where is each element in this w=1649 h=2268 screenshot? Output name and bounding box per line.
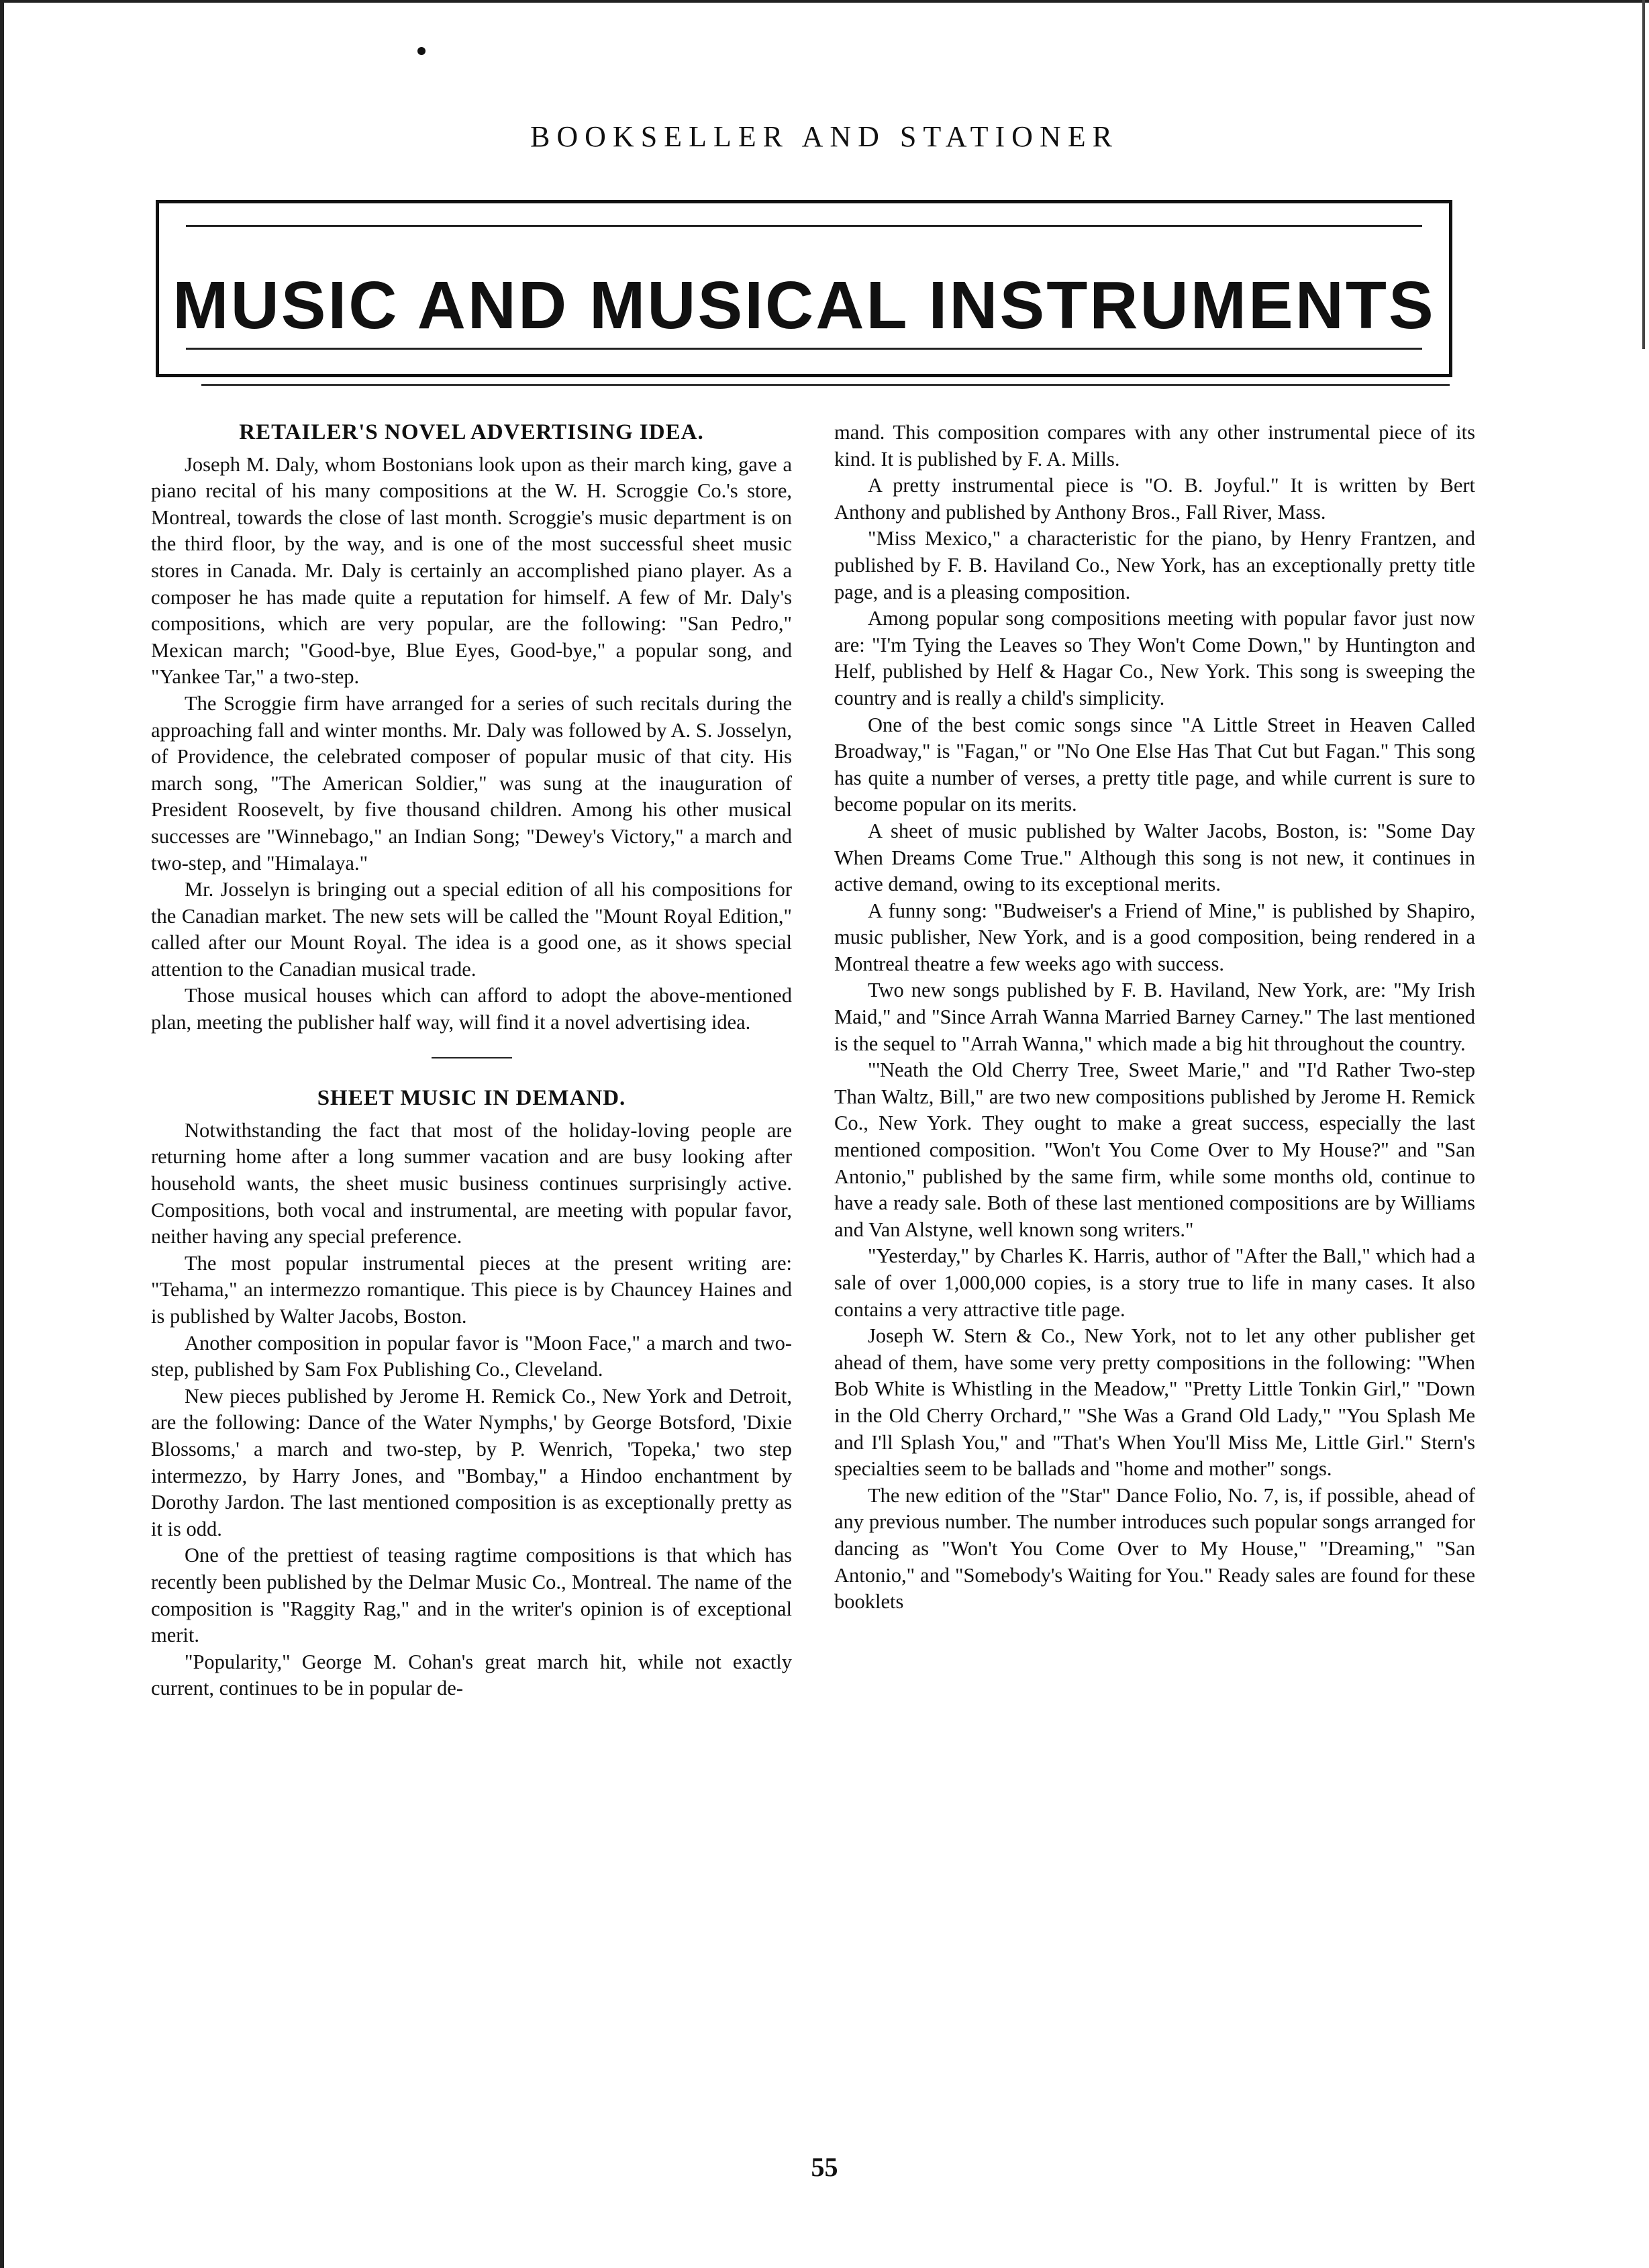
article-paragraph: Joseph M. Daly, whom Bostonians look upon as their march king, gave a piano recital of his many compositions at the W. H. Scroggie Co.'s store, Montreal, towards the close of last month. Scroggie's music department is on the third floor, by the way, and is one of the most successful sheet music stores in Canada. Mr. Daly is certainly an accomplished piano player. As a composer he has made quite a reputation for himself. A few of Mr. Daly's compositions, which are very popular, are the following: "San Pedro," Mexican march; "Good-bye, Blue Eyes, Good-bye," a popular song, and "Yankee Tar," a two-step. — [151, 452, 792, 689]
right-column — [834, 420, 1475, 1616]
page-number: 55 — [811, 2152, 838, 2182]
article-paragraph: A funny song: "Budweiser's a Friend of Mine," is published by Shapiro, music publisher, New York, and is a good composition, being rendered in a Montreal theatre a few weeks ago with success. — [834, 899, 1475, 975]
article-paragraph: "'Neath the Old Cherry Tree, Sweet Marie," and "I'd Rather Two-step Than Waltz, Bill," are two new compositions published by Jerome H. Remick Co., New York. They ought to make a great success, especially the last mentioned composition. "Won't You Come Over to My House?" and "San Antonio," published by the same firm, while some months old, continue to have a ready sale. Both of these last mentioned compositions are by Williams and Van Alstyne, well known song writers." — [834, 1058, 1475, 1241]
article-paragraph: Another composition in popular favor is "Moon Face," a march and two-step, published by Sam Fox Publishing Co., Cleveland. — [151, 1331, 792, 1381]
article-paragraph: A pretty instrumental piece is "O. B. Joyful." It is written by Bert Anthony and published by Anthony Bros., Fall River, Mass. — [834, 474, 1475, 524]
article-paragraph: A sheet of music published by Walter Jacobs, Boston, is: "Some Day When Dreams Come True." Although this song is not new, it continues in active demand, owing to its exceptional merits. — [834, 819, 1475, 896]
article-paragraph: "Miss Mexico," a characteristic for the piano, by Henry Frantzen, and published by F. B. Haviland Co., New York, has an exceptionally pretty title page, and is a pleasing composition. — [834, 527, 1475, 603]
scan-edge-top — [0, 0, 1649, 3]
article-paragraph: Joseph W. Stern & Co., New York, not to let any other publisher get ahead of them, have some very pretty compositions in the following: "When Bob White is Whistling in the Meadow," "Pretty Little Tonkin Girl," "Down in the Old Cherry Orchard," "She Was a Grand Old Lady," "You Splash Me and I'll Splash You," and "That's When You'll Miss Me, Little Girl." Stern's specialties seem to be ballads and "home and mother" songs. — [834, 1324, 1475, 1481]
article-separator — [151, 1044, 792, 1071]
article-paragraph: Mr. Josselyn is bringing out a special edition of all his compositions for the Canadian market. The new sets will be called the "Mount Royal Edition," called after our Mount Royal. The idea is a good one, as it shows special attention to the Canadian musical trade. — [151, 878, 792, 981]
article-paragraph: New pieces published by Jerome H. Remick Co., New York and Detroit, are the following: Dance of the Water Nymphs,' by George Botsford, 'Dixie Blossoms,' a march and two-step, by P. Wenrich, 'Topeka,' two step intermezzo, by Harry Jones, and "Bombay," a Hindoo enchantment by Dorothy Jardon. The last mentioned composition is as exceptionally pretty as it is odd. — [151, 1384, 792, 1540]
article-paragraph: The new edition of the "Star" Dance Folio, No. 7, is, if possible, ahead of any previous number. The number introduces such popular songs arranged for dancing as "Won't You Come Over to My House," "Dreaming," "San Antonio," and "Somebody's Waiting for You." Ready sales are found for these booklets — [834, 1483, 1475, 1614]
section-title: MUSIC AND MUSICAL INSTRUMENTS — [172, 268, 1436, 343]
article-heading: RETAILER'S NOVEL ADVERTISING IDEA. — [239, 420, 704, 444]
article-paragraph: One of the prettiest of teasing ragtime compositions is that which has recently been published by the Delmar Music Co., Montreal. The name of the composition is "Raggity Rag," and in the writer's opinion is of exceptional merit. — [151, 1544, 792, 1647]
banner-rule-top — [186, 225, 1422, 227]
article-paragraph: "Yesterday," by Charles K. Harris, author of "After the Ball," which had a sale of over 1,000,000 copies, is a story true to life in many cases. It also contains a very attractive title page. — [834, 1244, 1475, 1321]
article-paragraph: One of the best comic songs since "A Little Street in Heaven Called Broadway," is "Fagan," or "No One Else Has That Cut but Fagan." This song has quite a number of verses, a pretty title page, and while current is sure to become popular on its merits. — [834, 713, 1475, 816]
article-paragraph: Those musical houses which can afford to adopt the above-mentioned plan, meeting the publisher half way, will find it a novel advertising idea. — [151, 984, 792, 1034]
scan-edge-left — [0, 0, 4, 2268]
article-paragraph: The Scroggie firm have arranged for a series of such recitals during the approaching fall and winter months. Mr. Daly was followed by A. S. Josselyn, of Providence, the celebrated composer of popular music of that city. His march song, "The American Soldier," was sung at the inauguration of President Roosevelt, by five thousand children. Among his other musical successes are "Winnebago," an Indian Song; "Dewey's Victory," a march and two-step, and "Himalaya." — [151, 691, 792, 875]
banner-rule-bottom — [186, 348, 1422, 350]
article-heading: SHEET MUSIC IN DEMAND. — [317, 1086, 626, 1111]
left-column — [151, 420, 792, 1702]
running-head: BOOKSELLER AND STATIONER — [530, 120, 1119, 153]
article-paragraph: Two new songs published by F. B. Haviland, New York, are: "My Irish Maid," and "Since Arrah Wanna Married Barney Carney." The last mentioned is the sequel to "Arrah Wanna," which made a big hit throughout the country. — [834, 979, 1475, 1055]
banner-underline — [201, 384, 1450, 386]
article-paragraph: Notwithstanding the fact that most of the holiday-loving people are returning home after a long summer vacation and are busy looking after household wants, the sheet music business continues surprisingly active. Compositions, both vocal and instrumental, are meeting with popular favor, neither having any special preference. — [151, 1118, 792, 1248]
section-banner — [156, 200, 1452, 377]
article-paragraph: The most popular instrumental pieces at the present writing are: "Tehama," an intermezzo romantique. This piece is by Chauncey Haines and is published by Walter Jacobs, Boston. — [151, 1251, 792, 1328]
article-paragraph: mand. This composition compares with any other instrumental piece of its kind. It is published by F. A. Mills. — [834, 421, 1475, 471]
article-paragraph: Among popular song compositions meeting with popular favor just now are: "I'm Tying the Leaves so They Won't Come Down," by Huntington and Helf, published by Helf & Hagar Co., New York. This song is sweeping the country and is really a child's simplicity. — [834, 607, 1475, 709]
scan-speck — [417, 47, 426, 55]
scan-edge-right — [1642, 0, 1645, 349]
article-paragraph: "Popularity," George M. Cohan's great march hit, while not exactly current, continues to be in popular de- — [151, 1650, 792, 1700]
